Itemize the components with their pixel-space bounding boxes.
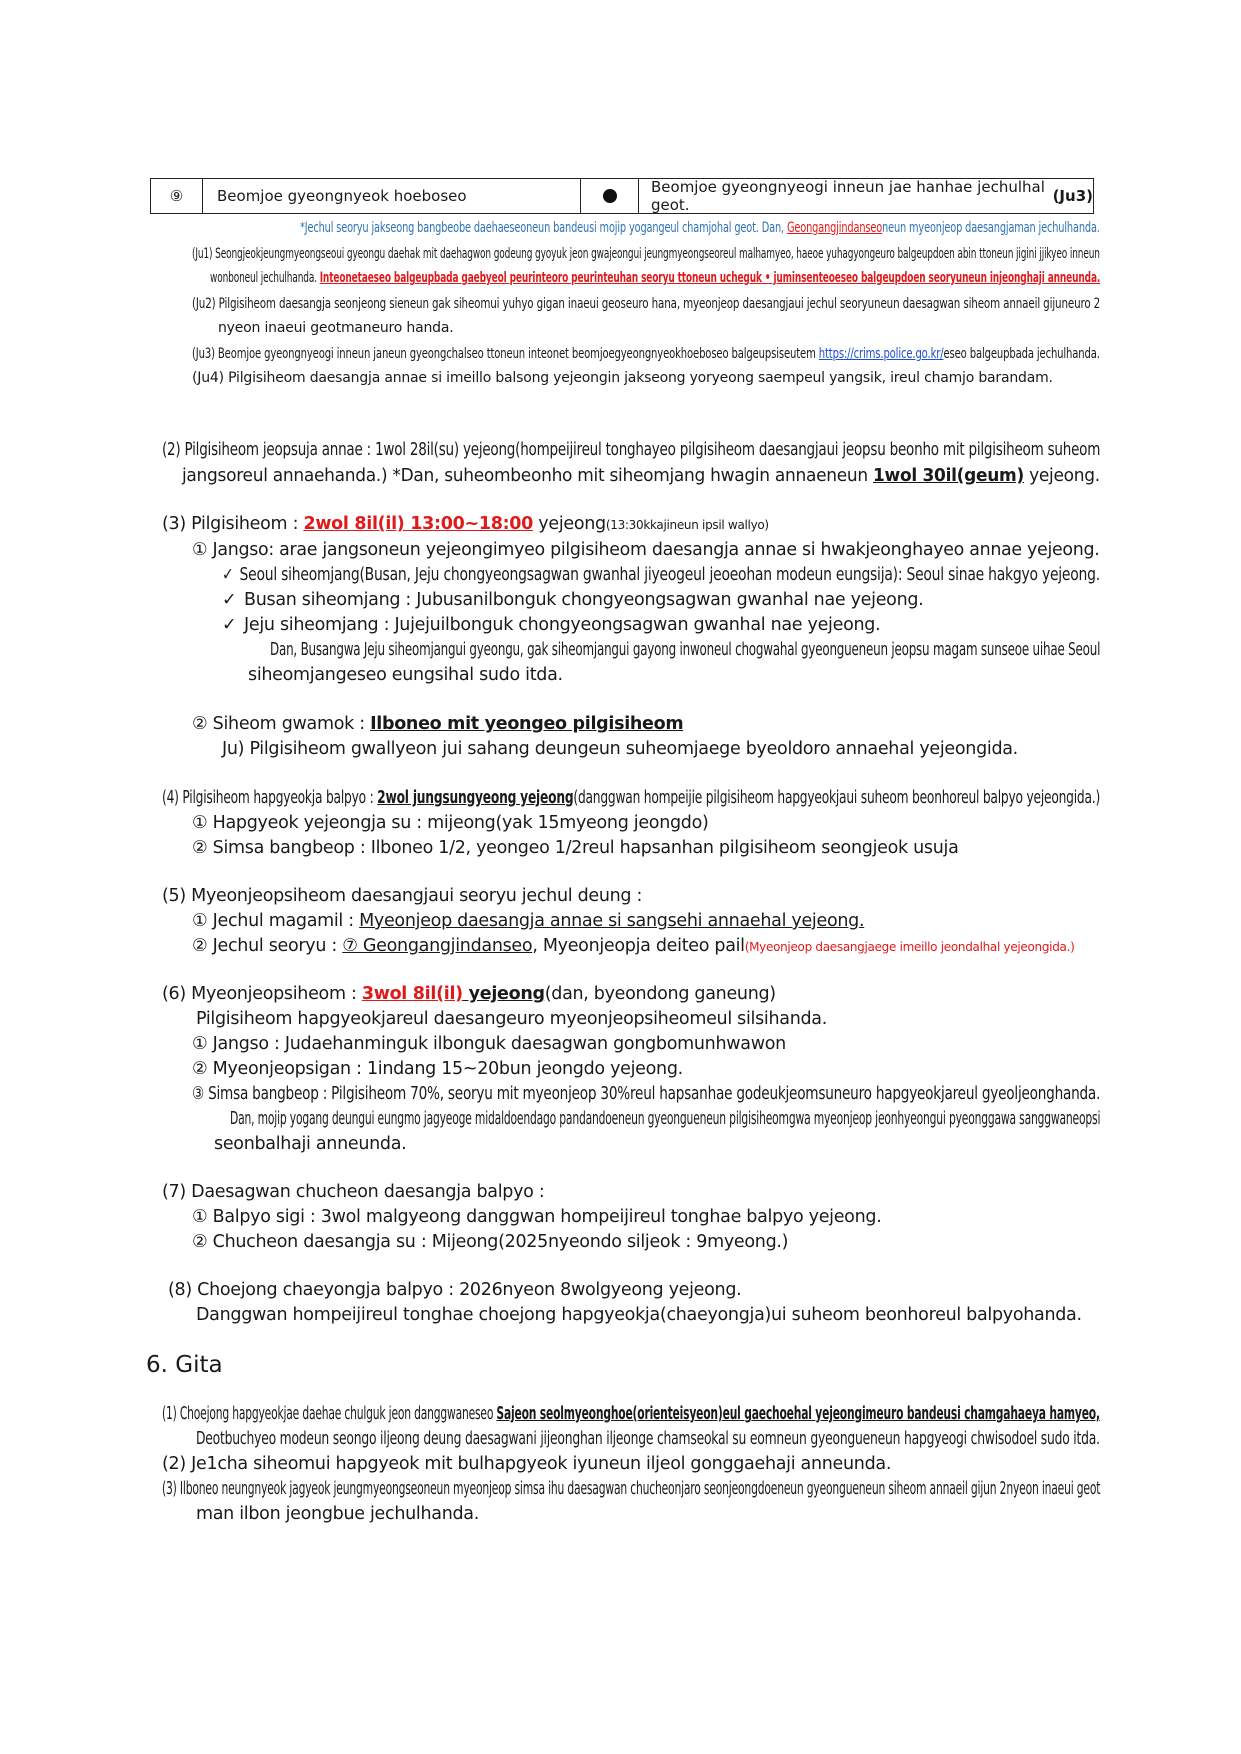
row-remark-text: Beomjoe gyeongnyeogi inneun jae hanhae jechulhal geot. [651, 178, 1045, 214]
filled-circle-icon [603, 189, 617, 203]
s3-check-3-text: Jeju siheomjang : Jujejuilbonguk chongyeongsagwan gwanhal nae yejeong. [244, 615, 881, 635]
star-note-text: *Jechul seoryu jakseong bangbeobe daehaeseoneun bandeusi mojip yogangeul chamjohal geot. Dan, [300, 220, 787, 236]
s5-item-2-doc: ⑦ Geongangjindanseo [342, 936, 533, 956]
s4-heading [162, 788, 1100, 808]
sec6-item-3-line-1: (3) Ilboneo neungnyeok jagyeok jeungmyeongseoneun myeonjeop simsa ihu daesagwan chucheonjaro seonjeongdoeneun gyeongueneun siheom annaeil gijun 2nyeon inaeui geot [162, 1479, 1101, 1499]
s6-heading-label: (6) Myeonjeopsiheom : [162, 984, 362, 1004]
s2-text-end: yejeong. [1023, 466, 1100, 486]
s2-line-2 [182, 466, 1100, 486]
s4-announce-date: 2wol jungsungyeong yejeong [377, 788, 574, 808]
s3-place: ① Jangso: arae jangsoneun yejeongimyeo pilgisiheom daesangja annae si hwakjeonghayeo annae yejeong. [192, 540, 1100, 560]
sec6-item-1-line-1 [162, 1404, 1100, 1424]
s2-text: jangsoreul annaehanda.) *Dan, suheombeonho mit siheomjang hwagin annaeneun [182, 466, 873, 486]
document-table-row [150, 178, 1094, 214]
s5-item-1-value: Myeonjeop daesangja annae si sangsehi annaehal yejeong. [359, 911, 865, 931]
s3-detail-2: siheomjangeseo eungsihal sudo itda. [248, 665, 563, 685]
note-4: (Ju4) Pilgisiheom daesangja annae si imeillo balsong yejeongin jakseong yoryeong saempeul yangsik, ireul chamjo barandam. [192, 370, 1053, 386]
s3-check-1-text: Seoul siheomjang(Busan, Jeju chongyeongsagwan gwanhal jiyeogeul jeoeohan modeun eungsija): Seoul sinae hakgyo yejeong. [239, 565, 1100, 585]
check-icon: ✓ [222, 590, 237, 610]
sec6-item-3-line-2: man ilbon jeongbue jechulhanda. [196, 1504, 479, 1524]
row-remark [639, 179, 1093, 213]
s7-heading: (7) Daesagwan chucheon daesangja balpyo : [162, 1182, 545, 1202]
note-2-line-1: (Ju2) Pilgisiheom daesangja seonjeong sieneun gak siheomui yuhyo gigan inaeui geoseuro hana, myeonjeop daesangjaui jechul seoryuneun daesagwan siheom annaeil gijuneuro 2 [192, 296, 1101, 312]
note-1-text: wonboneul jechulhanda. [210, 270, 320, 286]
s3-subject-label: ② Siheom gwamok : [192, 714, 371, 734]
note-3-text-end: eseo balgeupbada jechulhanda. [943, 346, 1100, 362]
row-number: ⑨ [151, 179, 203, 213]
star-note-text-end: neun myeonjeop daesangjaman jechulhanda. [882, 220, 1100, 236]
s3-heading-label: (3) Pilgisiheom : [162, 514, 304, 534]
s5-item-1 [192, 911, 864, 931]
sec6-item-1-line-2: Deotbuchyeo modeun seongo iljeong deung daesagwani jijeonghan iljeonge chamseokal su eomneun gyeongueneun hapgyeogi chwisodoel sudo itda. [196, 1429, 1100, 1449]
s2-date: 1wol 30il(geum) [872, 466, 1024, 486]
s3-entry-note: (13:30kkajineun ipsil wallyo) [605, 518, 769, 532]
s6-heading-note: (dan, byeondong ganeung) [544, 984, 776, 1004]
check-icon: ✓ [222, 565, 234, 585]
s6-item-3: ③ Simsa bangbeop : Pilgisiheom 70%, seoryu mit myeonjeop 30%reul hapsanhae godeukjeomsuneuro hapgyeokjareul gyeoljeonghanda. [192, 1084, 1101, 1104]
note-2-line-2: nyeon inaeui geotmaneuro handa. [218, 320, 454, 336]
s8-line-1: Danggwan hompeijireul tonghae choejong hapgyeokja(chaeyongja)ui suheom beonhoreul balpyohanda. [196, 1305, 1082, 1325]
s4-heading-label: (4) Pilgisiheom hapgyeokja balpyo : [162, 788, 378, 808]
s3-check-2 [222, 590, 923, 610]
s5-heading: (5) Myeonjeopsiheom daesangjaui seoryu jechul deung : [162, 886, 643, 906]
note-3 [192, 346, 1100, 362]
note-3-text: (Ju3) Beomjoe gyeongnyeogi inneun janeun gyeongchalseo ttoneun inteonet beomjoegyeongnyeokhoeboseo balgeupsiseutem [192, 346, 819, 362]
s6-line-1: Pilgisiheom hapgyeokjareul daesangeuro myeonjeopsiheomeul silsihanda. [196, 1009, 827, 1029]
s3-heading-mid: yejeong [533, 514, 606, 534]
s4-item-2: ② Simsa bangbeop : Ilboneo 1/2, yeongeo 1/2reul hapsanhan pilgisiheom seongjeok usuja [192, 838, 959, 858]
s6-interview-date: 3wol 8il(il) [361, 984, 463, 1004]
s3-check-3 [222, 615, 880, 635]
s6-item-1: ① Jangso : Judaehanminguk ilbonguk daesagwan gongbomunhwawon [192, 1034, 786, 1054]
row-remark-note: (Ju3) [1052, 187, 1093, 205]
row-item: Beomjoe gyeongnyeok hoeboseo [203, 179, 581, 213]
s6-heading [162, 984, 776, 1004]
check-icon: ✓ [222, 615, 237, 635]
s3-subject-note: Ju) Pilgisiheom gwallyeon jui sahang deungeun suheomjaege byeoldoro annaehal yejeongida. [222, 739, 1018, 759]
s3-exam-datetime: 2wol 8il(il) 13:00~18:00 [303, 514, 534, 534]
section-6-title: 6. Gita [146, 1352, 223, 1378]
star-note [300, 220, 1100, 236]
s3-subject [192, 714, 683, 734]
s3-check-2-text: Busan siheomjang : Jubusanilbonguk chongyeongsagwan gwanhal nae yejeong. [244, 590, 924, 610]
note-1-line-2 [210, 270, 1100, 286]
sec6-item-2: (2) Je1cha siheomui hapgyeok mit bulhapgyeok iyuneun iljeol gonggaehaji anneunda. [162, 1454, 892, 1474]
s2-line-1: (2) Pilgisiheom jeopsuja annae : 1wol 28il(su) yejeong(hompeijireul tonghayeo pilgisiheom daesangjaui jeopsu beonho mit pilgisiheom suheom [162, 440, 1101, 460]
crims-link[interactable]: https://crims.police.go.kr/ [818, 346, 944, 362]
s7-item-1: ① Balpyo sigi : 3wol malgyeong danggwan hompeijireul tonghae balpyo yejeong. [192, 1207, 882, 1227]
s6-detail-1: Dan, mojip yogang deungui eungmo jagyeoge midaldoendago pandandoeneun gyeongueneun pilgisiheomgwa myeonjeop jeonhyeongui pyeonggawa sanggwaneopsi [230, 1109, 1101, 1129]
sec6-item-1-emphasis: Sajeon seolmyeonghoe(orienteisyeon)eul gaechoehal yejeongimeuro bandeusi chamgahaeya hamyeo, [496, 1404, 1100, 1424]
star-note-highlight: Geongangjindanseo [786, 220, 883, 236]
s8-heading: (8) Choejong chaeyongja balpyo : 2026nyeon 8wolgyeong yejeong. [168, 1280, 742, 1300]
s3-check-1 [222, 565, 1100, 585]
s5-item-2-text: , Myeonjeopja deiteo pail [532, 936, 745, 956]
s3-heading [162, 514, 769, 534]
s4-heading-note: (danggwan hompeijie pilgisiheom hapgyeokjaui suheom beonhoreul balpyo yejeongida.) [573, 788, 1101, 808]
required-mark-cell [581, 179, 639, 213]
s5-item-2-label: ② Jechul seoryu : [192, 936, 343, 956]
s6-detail-2: seonbalhaji anneunda. [214, 1134, 407, 1154]
s6-item-2: ② Myeonjeopsigan : 1indang 15~20bun jeongdo yejeong. [192, 1059, 683, 1079]
s5-item-2 [192, 936, 1074, 956]
s7-item-2: ② Chucheon daesangja su : Mijeong(2025nyeondo siljeok : 9myeong.) [192, 1232, 789, 1252]
s3-detail-1: Dan, Busangwa Jeju siheomjangui gyeongu, gak siheomjangui gayong inwoneul chogwahal gyeongueneun jeopsu magam sunseoe uihae Seoul [270, 640, 1101, 660]
note-1-line-1: (Ju1) Seongjeokjeungmyeongseoui gyeongu daehak mit daehagwon godeung gyoyuk jeon gwajeongui jeungmyeongseoreul malhamyeo, haeoe yuhagyongeuro balgeupdoen abin ttoneun jigini jjikyeo inneun [192, 246, 1100, 262]
s4-item-1: ① Hapgyeok yejeongja su : mijeong(yak 15myeong jeongdo) [192, 813, 709, 833]
sec6-item-1-text: (1) Choejong hapgyeokjae daehae chulguk jeon danggwaneseo [162, 1404, 497, 1424]
s5-item-1-label: ① Jechul magamil : [192, 911, 360, 931]
note-1-warning: Inteonetaeseo balgeupbada gaebyeol peurinteoro peurinteuhan seoryu ttoneun ucheguk • juminsenteoeseo balgeupdoen seoryuneun injeonghaji anneunda. [319, 270, 1101, 286]
s5-item-2-note: (Myeonjeop daesangjaege imeillo jeondalhal yejeongida.) [744, 940, 1075, 954]
s6-heading-mid: yejeong [462, 984, 545, 1004]
s3-subject-value: Ilboneo mit yeongeo pilgisiheom [370, 714, 684, 734]
